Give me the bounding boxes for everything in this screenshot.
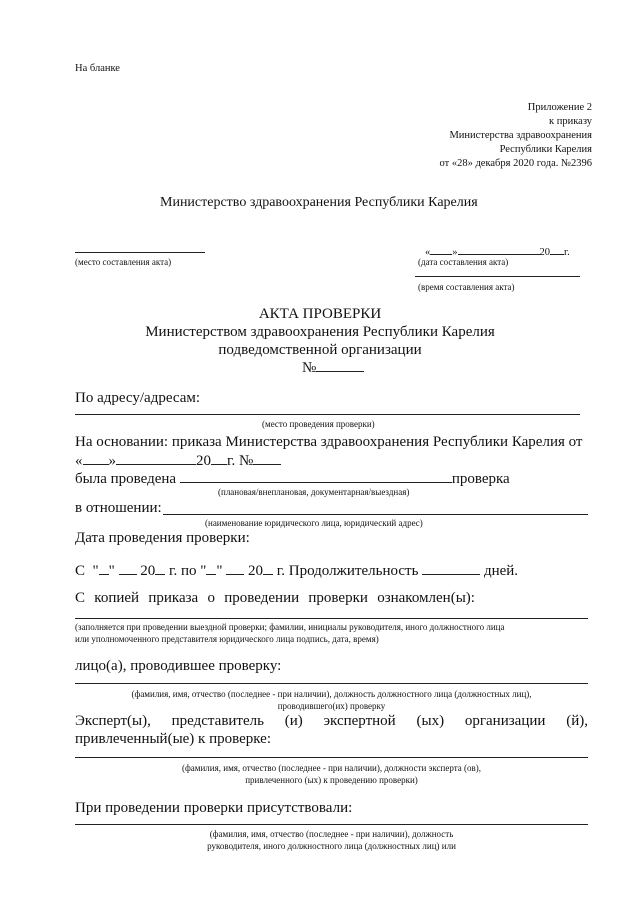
on-blank-note: На бланке	[75, 63, 120, 74]
end-month-field[interactable]	[226, 562, 244, 575]
expert-row: Эксперт(ы), представитель (и) экспертной (ых) организации (й),	[75, 713, 588, 729]
conducted-row: была проведена проверка	[75, 471, 510, 487]
ministry-heading: Министерство здравоохранения Республики Карелия	[160, 195, 478, 210]
appendix-line: от «28» декабря 2020 года. №2396	[439, 158, 592, 169]
place-field[interactable]	[75, 252, 205, 253]
title-line: подведомственной организации	[218, 342, 422, 358]
regarding-caption: (наименование юридического лица, юридический адрес)	[205, 518, 423, 528]
address-field[interactable]	[75, 414, 580, 415]
appendix-line: Республики Карелия	[499, 144, 592, 155]
copy-row: С копией приказа о проведении проверки ознакомлен(ы):	[75, 590, 475, 606]
present-label: При проведении проверки присутствовали:	[75, 800, 353, 816]
duration-field[interactable]	[422, 562, 480, 575]
date-caption: (дата составления акта)	[418, 257, 509, 267]
dates-row: С " " 20 г. по " " 20 г. Продолжительность дней.	[75, 563, 519, 579]
basis-order-field[interactable]: « » 20 г. №	[75, 452, 281, 470]
address-label: По адресу/адресам:	[75, 390, 201, 406]
act-title	[0, 305, 640, 359]
present-caption: (фамилия, имя, отчество (последнее - при наличии), должность руководителя, иного должностного лица (должностных лиц) или	[207, 829, 456, 851]
act-number[interactable]: №	[302, 358, 364, 377]
conducted-caption: (плановая/внеплановая, документарная/выездная)	[218, 487, 410, 497]
title-line: Министерством здравоохранения Республики Карелия	[145, 324, 495, 340]
basis-text: На основании: приказа Министерства здравоохранения Республики Карелия от	[75, 434, 583, 450]
present-field[interactable]	[75, 824, 588, 825]
inspector-label: лицо(а), проводившее проверку:	[75, 658, 282, 674]
appendix-line: к приказу	[549, 116, 592, 127]
time-caption: (время составления акта)	[418, 282, 515, 292]
copy-field[interactable]	[75, 618, 588, 619]
regarding-label: в отношении:	[75, 500, 162, 516]
start-year-field[interactable]	[155, 562, 165, 575]
appendix-line: Министерства здравоохранения	[449, 130, 592, 141]
end-day-field[interactable]	[206, 562, 216, 575]
appendix-line: Приложение 2	[527, 102, 592, 113]
dates-label: Дата проведения проверки:	[75, 530, 250, 546]
regarding-field[interactable]	[163, 514, 588, 515]
check-type-field[interactable]	[180, 470, 452, 483]
copy-caption: (заполняется при проведении выездной проверки; фамилии, инициалы руководителя, иного должностного лица или уполномоченного представителя юридического лица подпись, дата, время)	[75, 622, 505, 644]
expert-field[interactable]	[75, 757, 588, 758]
inspector-field[interactable]	[75, 683, 588, 684]
date-field[interactable]: « » 20 г.	[425, 242, 570, 258]
appendix-block	[440, 101, 593, 171]
expert-caption: (фамилия, имя, отчество (последнее - при наличии), должности эксперта (ов), привлеченного (ых) к проведению проверки)	[181, 763, 482, 785]
address-caption: (место проведения проверки)	[262, 419, 375, 429]
place-caption: (место составления акта)	[75, 257, 172, 267]
expert-line2: привлеченный(ые) к проверке:	[75, 731, 272, 747]
start-day-field[interactable]	[99, 562, 109, 575]
end-year-field[interactable]	[263, 562, 273, 575]
title-line: АКТА ПРОВЕРКИ	[258, 306, 382, 322]
inspector-caption: (фамилия, имя, отчество (последнее - при наличии), должность должностного лица (должностных лиц), проводившего(их) проверку	[131, 689, 532, 711]
start-month-field[interactable]	[119, 562, 137, 575]
time-field[interactable]	[415, 276, 580, 277]
